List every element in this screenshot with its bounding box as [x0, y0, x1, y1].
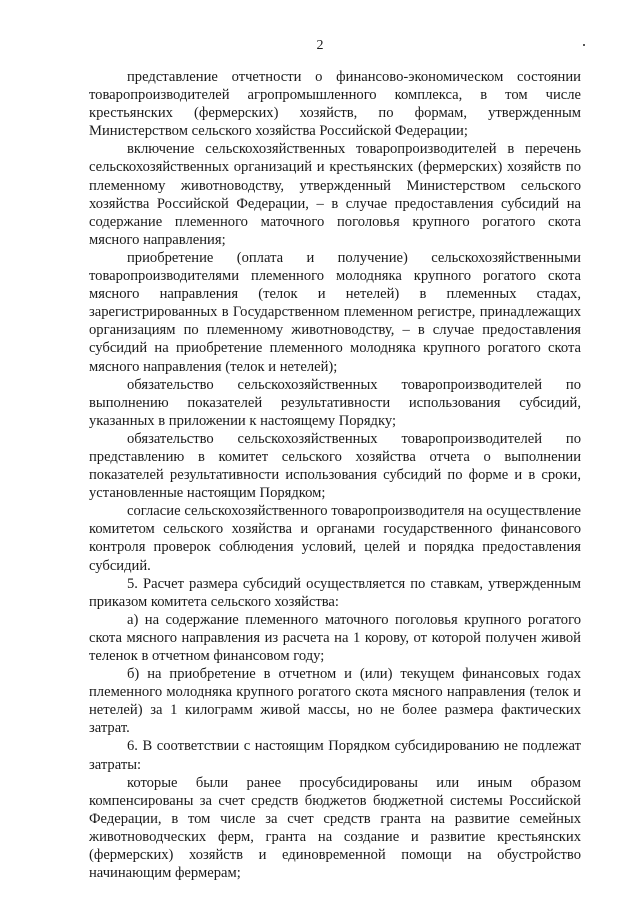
- paragraph-financial-reporting: представление отчетности о финансово-экономическом состоянии товаропроизводителей агропромышленного комплекса, в том числе крестьянских (фермерских) хозяйств, по формам, утвержденным Министерством сельского хозяйства Российской Федерации;: [89, 69, 581, 140]
- paragraph-section-5: 5. Расчет размера субсидий осуществляется по ставкам, утвержденным приказом комитета сельского хозяйства:: [89, 575, 581, 610]
- paragraph-purchase-of-breeding-stock: приобретение (оплата и получение) сельскохозяйственными товаропроизводителями племенного молодняка крупного рогатого скота мясного направления (телок и нетелей) в племенных стадах, зарегистрированных в Государственном племенном регистре, принадлежащих организациям по племенному животноводству, – в случае предоставления субсидий на приобретение племенного молодняка крупного рогатого скота мясного направления (телок и нетелей);: [89, 249, 581, 375]
- page-number: 2: [316, 38, 324, 53]
- paragraph-consent-to-inspections: согласие сельскохозяйственного товаропроизводителя на осуществление комитетом сельского хозяйства и органами государственного финансового контроля проверок соблюдения условий, целей и порядка предоставления субсидий.: [89, 503, 581, 574]
- paragraph-breeding-registry-inclusion: включение сельскохозяйственных товаропроизводителей в перечень сельскохозяйственных организаций и крестьянских (фермерских) хозяйств по племенному животноводству, утвержденный Министерством сельского хозяйства Российской Федерации, – в случае предоставления субсидий на содержание племенного маточного поголовья крупного рогатого скота мясного направления;: [89, 141, 581, 248]
- paragraph-section-6-excluded-costs: которые были ранее просубсидированы или иным образом компенсированы за счет средств бюджетов бюджетной системы Российской Федерации, в том числе за счет средств гранта на развитие семейных животноводческих ферм, гранта на создание и развитие крестьянских (фермерских) хозяйств и единовременной помощи на обустройство начинающим фермерам;: [89, 774, 581, 882]
- scan-mark: [583, 44, 585, 46]
- paragraph-section-5-b: б) на приобретение в отчетном и (или) текущем финансовых годах племенного молодняка крупного рогатого скота мясного направления (телок и нетелей) за 1 килограмм живой массы, но не более размера фактических затрат.: [89, 666, 581, 737]
- document-body: [89, 68, 581, 882]
- paragraph-section-5-a: а) на содержание племенного маточного поголовья крупного рогатого скота мясного направления из расчета на 1 корову, от которой получен живой теленок в отчетном финансовом году;: [89, 611, 581, 664]
- paragraph-section-6: 6. В соответствии с настоящим Порядком субсидированию не подлежат затраты:: [89, 738, 581, 773]
- paragraph-performance-obligation: обязательство сельскохозяйственных товаропроизводителей по выполнению показателей результативности использования субсидий, указанных в приложении к настоящему Порядку;: [89, 376, 581, 429]
- paragraph-reporting-obligation: обязательство сельскохозяйственных товаропроизводителей по представлению в комитет сельского хозяйства отчета о выполнении показателей результативности использования субсидий по форме и в сроки, установленные настоящим Порядком;: [89, 430, 581, 502]
